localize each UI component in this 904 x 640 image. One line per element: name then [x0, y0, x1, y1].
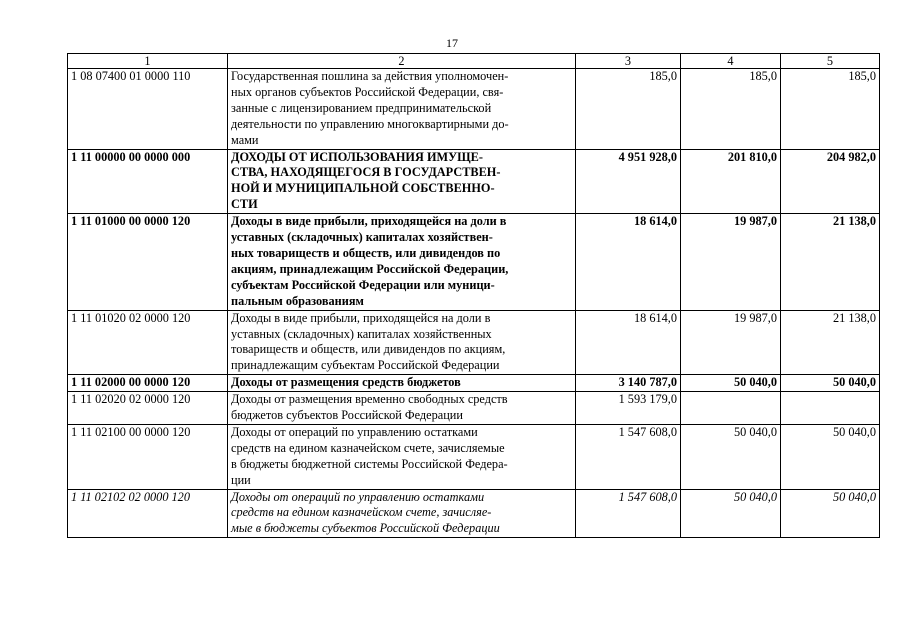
- name-cell: Доходы от размещения временно свободных средств бюджетов субъектов Российской Федерации: [228, 392, 576, 425]
- value-col3-cell: 18 614,0: [576, 214, 681, 310]
- table-row: [68, 69, 880, 150]
- value-col3-cell: 185,0: [576, 69, 681, 150]
- value-col5-cell: 185,0: [781, 69, 880, 150]
- code-cell: 1 11 02020 02 0000 120: [68, 392, 228, 425]
- code-cell: 1 11 01000 00 0000 120: [68, 214, 228, 310]
- table-row: [68, 375, 880, 392]
- value-col4-cell: 50 040,0: [681, 424, 781, 489]
- code-cell: 1 11 00000 00 0000 000: [68, 149, 228, 214]
- value-col4-cell: 50 040,0: [681, 375, 781, 392]
- column-header: 2: [228, 54, 576, 69]
- value-col3-cell: 18 614,0: [576, 310, 681, 375]
- value-col4-cell: [681, 392, 781, 425]
- value-col5-cell: [781, 392, 880, 425]
- code-cell: 1 11 02000 00 0000 120: [68, 375, 228, 392]
- value-col3-cell: 4 951 928,0: [576, 149, 681, 214]
- value-col4-cell: 201 810,0: [681, 149, 781, 214]
- name-cell: Доходы от операций по управлению остатками средств на едином казначейском счете, зачисляемые в бюджеты бюджетной системы Российской Федера- ции: [228, 424, 576, 489]
- name-cell: Доходы от размещения средств бюджетов: [228, 375, 576, 392]
- column-header: 3: [576, 54, 681, 69]
- code-cell: 1 08 07400 01 0000 110: [68, 69, 228, 150]
- budget-revenue-table: [67, 53, 880, 538]
- column-header: 1: [68, 54, 228, 69]
- table-row: [68, 392, 880, 425]
- value-col5-cell: 21 138,0: [781, 310, 880, 375]
- name-cell: ДОХОДЫ ОТ ИСПОЛЬЗОВАНИЯ ИМУЩЕ- СТВА, НАХОДЯЩЕГОСЯ В ГОСУДАРСТВЕН- НОЙ И МУНИЦИПАЛЬНОЙ СОБСТВЕННО- СТИ: [228, 149, 576, 214]
- value-col4-cell: 50 040,0: [681, 489, 781, 538]
- value-col4-cell: 19 987,0: [681, 214, 781, 310]
- table-row: [68, 149, 880, 214]
- value-col5-cell: 50 040,0: [781, 424, 880, 489]
- code-cell: 1 11 02102 02 0000 120: [68, 489, 228, 538]
- name-cell: Доходы от операций по управлению остатками средств на едином казначейском счете, зачисляе- мые в бюджеты субъектов Российской Федерации: [228, 489, 576, 538]
- name-cell: Доходы в виде прибыли, приходящейся на доли в уставных (складочных) капиталах хозяйствен- ных товариществ и обществ, или дивидендов по акциям, принадлежащим Российской Федерации, субъектам Российской Федерации или муници- пальным образованиям: [228, 214, 576, 310]
- value-col4-cell: 19 987,0: [681, 310, 781, 375]
- value-col3-cell: 1 547 608,0: [576, 489, 681, 538]
- table-header-row: [68, 54, 880, 69]
- code-cell: 1 11 01020 02 0000 120: [68, 310, 228, 375]
- value-col5-cell: 204 982,0: [781, 149, 880, 214]
- column-header: 5: [781, 54, 880, 69]
- table-row: [68, 424, 880, 489]
- value-col3-cell: 1 547 608,0: [576, 424, 681, 489]
- value-col3-cell: 3 140 787,0: [576, 375, 681, 392]
- value-col3-cell: 1 593 179,0: [576, 392, 681, 425]
- table-body: [68, 69, 880, 538]
- table-row: [68, 310, 880, 375]
- value-col5-cell: 50 040,0: [781, 489, 880, 538]
- value-col5-cell: 50 040,0: [781, 375, 880, 392]
- table-row: [68, 214, 880, 310]
- table-row: [68, 489, 880, 538]
- column-header: 4: [681, 54, 781, 69]
- name-cell: Государственная пошлина за действия уполномочен- ных органов субъектов Российской Федерации, свя- занные с лицензированием предпринимательской деятельности по управлению многоквартирными до- мами: [228, 69, 576, 150]
- page-number: 17: [446, 36, 458, 50]
- code-cell: 1 11 02100 00 0000 120: [68, 424, 228, 489]
- name-cell: Доходы в виде прибыли, приходящейся на доли в уставных (складочных) капиталах хозяйственных товариществ и обществ, или дивидендов по акциям, принадлежащим субъектам Российской Федерации: [228, 310, 576, 375]
- value-col4-cell: 185,0: [681, 69, 781, 150]
- value-col5-cell: 21 138,0: [781, 214, 880, 310]
